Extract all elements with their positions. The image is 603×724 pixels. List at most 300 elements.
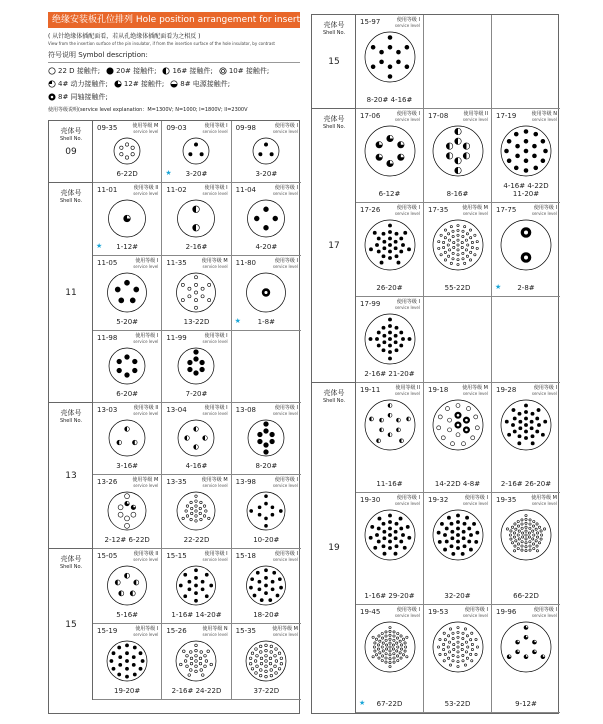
insert-cell-19-11 [356,383,424,493]
insert-cell-19-45 [356,605,424,713]
service-level-en: service level [394,391,420,396]
insert-cell-15-18 [232,549,301,624]
service-level [463,608,488,618]
service-level-text: 使用等级 I [204,185,228,191]
service-level [463,112,488,122]
service-level [273,186,298,196]
insert-code: 13-98 [235,478,256,486]
insert-code: 09-98 [235,124,256,132]
service-level-en: service level [133,339,159,344]
service-level-text: 使用等级 I [274,477,298,483]
service-level-en: service level [202,483,228,488]
empty-cell [492,15,560,109]
insert-code: 11-35 [166,259,187,267]
contact-count: 1-8# [257,318,275,326]
service-level-en: service level [133,557,159,562]
shell-heading [312,21,356,37]
insert-code: 17-26 [360,206,381,214]
insert-diagram [364,509,416,561]
insert-cell-19-18 [424,383,492,493]
service-level [203,334,228,344]
contact-count: 4-16# 4-22D 11-20# [503,182,549,198]
shell-heading-en: Shell No. [322,30,346,36]
insert-code: 11-01 [97,186,118,194]
title-cn: 绝缘安装板孔位排列 [52,15,134,25]
insert-code: 15-05 [97,552,118,560]
service-level-text: 使用等级 I [396,495,420,501]
star-icon: ★ [96,242,103,250]
insert-cell-13-26 [93,475,162,549]
service-level [203,186,228,196]
insert-code: 09-03 [166,124,187,132]
service-level-en: service level [202,557,228,562]
service-level-en: service level [202,632,228,637]
insert-cell-19-30 [356,493,424,605]
symbol-label: 4# 动力接触件; [58,80,108,88]
service-level-en: service level [462,117,488,122]
contact-count: 8-16# [446,190,469,198]
symbol-item [162,66,212,76]
service-level-text: 使用等级 I [135,258,159,264]
subtitle-en: View from the insertion surface of the pin insulator, if from the insertion surface of the hole insulator, by contrast [48,41,275,46]
insert-diagram [177,347,215,385]
service-level-en: service level [202,264,228,269]
shell-group-19 [312,383,558,713]
empty-cell [424,297,492,383]
insert-diagram [252,137,280,165]
shell-heading [49,189,93,205]
symbol-item [48,79,108,89]
insert-cell-15-35 [232,624,301,700]
insert-cell-15-19 [93,624,162,700]
contact-count: 2-16# [185,243,208,251]
insert-cell-19-32 [424,493,492,605]
insert-cell-09-98 [232,121,301,183]
star-icon: ★ [165,169,172,177]
shell-label [49,549,93,700]
service-level-text: 使用等级 M [201,258,228,264]
service-level-text: 使用等级 I [396,205,420,211]
contact-count: 26-20# [376,284,403,292]
contact-count: 2-16# 26-20# [500,480,552,488]
service-level-text: 使用等级 M [531,495,557,501]
service-level-text: 使用等级 I [396,299,420,305]
insert-code: 17-06 [360,112,381,120]
shell-heading-cn: 壳体号 [60,409,82,417]
insert-code: 19-35 [496,496,517,504]
shell-heading [312,115,356,131]
empty-cell [492,297,560,383]
service-level-text: 使用等级 N [202,626,228,632]
service-level-en: service level [133,191,159,196]
contact-count: 14-22D 4-8# [434,480,481,488]
insert-diagram [176,491,216,531]
insert-diagram [364,313,416,365]
insert-diagram [107,272,148,313]
contact-count: 3-20# [255,170,278,178]
left-table [48,120,300,714]
shell-heading-cn: 壳体号 [323,21,345,29]
insert-code: 15-19 [97,627,118,635]
insert-cell-11-35 [162,256,231,331]
insert-diagram [182,137,210,165]
shell-heading-en: Shell No. [59,136,83,142]
service-level [395,206,420,216]
insert-cell-11-99 [162,331,231,403]
shell-heading-en: Shell No. [322,398,346,404]
insert-diagram [106,640,148,682]
shell-heading-cn: 壳体号 [323,389,345,397]
insert-cell-11-98 [93,331,162,403]
service-level-text: 使用等级 M [132,477,159,483]
service-level-text: 使用等级 I [204,123,228,129]
insert-diagram [364,31,416,83]
shell-label [312,15,356,108]
insert-diagram [245,640,287,682]
insert-diagram [177,419,215,457]
contact-count: 5-20# [116,318,139,326]
shell-heading-cn: 壳体号 [60,555,82,563]
insert-diagram [364,399,416,451]
contact-count: 6-22D [116,170,138,178]
shell-number: 15 [65,619,77,630]
service-level-text: 使用等级 M [201,477,228,483]
service-level-text: 使用等级 I [464,607,488,613]
shell-label [49,403,93,548]
service-level-text: 使用等级 I [274,258,298,264]
contact-count: 13-22D [183,318,210,326]
insert-code: 13-26 [97,478,118,486]
service-level [133,552,158,562]
insert-diagram [246,565,287,606]
shell-number: 13 [65,470,77,481]
service-level-text: 使用等级 I [135,333,159,339]
insert-code: 19-30 [360,496,381,504]
insert-code: 11-80 [235,259,256,267]
service-level [133,406,158,416]
service-level-text: 使用等级 I [204,405,228,411]
service-level [202,627,227,637]
insert-cell-17-99 [356,297,424,383]
shell-heading [49,409,93,425]
service-level-text: 使用等级 M [272,626,298,632]
insert-code: 17-19 [496,112,517,120]
symbol-row [48,92,300,102]
symbol-label: 8# 电源接触件; [180,80,231,88]
contact-count: 8-20# [255,462,278,470]
insert-cell-15-97 [356,15,424,109]
star-icon: ★ [234,317,241,325]
contact-count: 32-20# [444,592,471,600]
insert-code: 19-53 [428,608,449,616]
symbol-item [48,92,108,102]
symbol-heading: 符号说明 Symbol description: [48,50,300,63]
service-level [532,608,557,618]
insert-code: 15-26 [166,627,187,635]
shell-number: 09 [65,146,77,157]
service-level-en: service level [531,211,557,216]
contact-count: 19-20# [114,687,141,695]
insert-cell-15-05 [93,549,162,624]
symbol-item [170,79,230,89]
insert-code: 11-05 [97,259,118,267]
contact-count: 6-12# [378,190,401,198]
insert-code: 19-32 [428,496,449,504]
service-level [272,627,298,637]
symbol-item [48,66,100,76]
service-level [273,124,298,134]
insert-cell-15-26 [162,624,231,700]
service-level-en: service level [462,613,488,618]
service-level [532,386,557,396]
service-level-text: 使用等级 M [462,385,488,391]
service-level-text: 使用等级 N [531,111,557,117]
service-level-text: 使用等级 I [396,607,420,613]
service-level-text: 使用等级 I [533,607,557,613]
insert-diagram [175,640,217,682]
service-level-en: service level [272,264,298,269]
shell-heading [49,555,93,571]
insert-cell-13-04 [162,403,231,475]
insert-diagram [108,347,146,385]
contact-count: 18-20# [253,611,280,619]
insert-diagram [500,219,552,271]
insert-code: 13-08 [235,406,256,414]
service-level-en: service level [202,129,228,134]
shell-group-17 [312,109,558,383]
service-level [133,259,158,269]
service-level-text: 使用等级 II [133,551,159,557]
insert-cell-13-03 [93,403,162,475]
contact-count: 2-16# 21-20# [364,370,415,378]
service-level-en: service level [202,339,228,344]
empty-cell [232,331,301,403]
service-level-en: service level [272,191,298,196]
insert-diagram [432,621,484,673]
insert-diagram [500,509,552,561]
service-level-en: service level [133,411,159,416]
service-level-text: 使用等级 II [395,385,420,391]
service-level-en: service level [202,191,228,196]
right-table [311,14,559,714]
empty-cell [424,15,492,109]
contact-count: 22-22D [183,536,210,544]
insert-diagram [108,199,147,238]
insert-cell-11-80 [232,256,301,331]
insert-diagram [247,199,286,238]
insert-diagram [364,219,416,271]
service-level-text: 使用等级 I [204,333,228,339]
insert-diagram [113,137,141,165]
insert-code: 19-28 [496,386,517,394]
service-level-text: 使用等级 I [396,17,420,23]
service-level-en: service level [394,117,420,122]
shell-group-09 [49,121,299,183]
split-circle-icon [170,80,178,88]
service-level-text: 使用等级 I [204,551,228,557]
service-level [395,608,420,618]
contact-count: 3-20# [185,170,208,178]
shell-heading [312,389,356,405]
shell-label [312,109,356,382]
contact-count: 1-16# 14-20# [171,611,222,619]
insert-cell-17-35 [424,203,492,297]
shell-number: 15 [328,56,340,67]
shell-group-13 [49,403,299,549]
hollow-circle-icon [48,67,56,75]
insert-cell-11-01 [93,183,162,256]
shell-number: 19 [328,543,340,553]
service-level-en: service level [531,391,557,396]
shell-heading-cn: 壳体号 [323,115,345,123]
service-level-text: 使用等级 I [533,205,557,211]
shell-heading [49,127,93,143]
service-level-en: service level [272,129,298,134]
service-level-text: 使用等级 I [274,123,298,129]
service-level-text: 使用等级 I [274,551,298,557]
insert-diagram [246,272,287,313]
shell-heading-en: Shell No. [59,198,83,204]
title-en: Hole position arrangement for insert [135,15,300,25]
insert-diagram [108,419,146,457]
service-level-en: service level [462,211,488,216]
service-level [203,406,228,416]
service-level [273,259,298,269]
contact-count: 9-12# [515,700,537,708]
insert-code: 13-03 [97,406,118,414]
insert-code: 13-35 [166,478,187,486]
contact-count: 2-12# 6-22D [104,536,150,544]
service-level [203,124,228,134]
service-level [462,206,488,216]
service-level-en: service level [531,501,557,506]
insert-code: 17-75 [496,206,517,214]
shell-heading-en: Shell No. [59,418,83,424]
coax-circle-icon [48,93,56,101]
insert-diagram [432,509,484,561]
service-level-en: service level [133,632,159,637]
insert-cell-09-03 [162,121,231,183]
insert-cell-17-19 [492,109,560,203]
insert-code: 19-18 [428,386,449,394]
subtitle: ( 从针绝缘体插配面看，若从孔绝缘体插配面看为之相反 ) [48,33,201,40]
insert-cell-17-08 [424,109,492,203]
shell-number: 11 [65,287,77,298]
insert-diagram [176,272,217,313]
service-level [531,496,557,506]
shell-group-15 [49,549,299,700]
insert-cell-13-98 [232,475,301,549]
symbol-row [48,66,300,76]
service-level-text: 使用等级 I [135,626,159,632]
shell-label [49,121,93,182]
shell-heading-cn: 壳体号 [60,189,82,197]
service-level [395,18,420,28]
symbol-label: 20# 接触件; [116,67,157,75]
symbol-row [48,79,300,89]
star-icon: ★ [359,699,366,707]
contact-count: 6-20# [116,390,139,398]
insert-code: 15-15 [166,552,187,560]
contact-count: 1-16# 29-20# [364,592,415,600]
shell-heading-en: Shell No. [322,124,346,130]
three-quarter-circle-icon [114,80,122,88]
service-level [273,552,298,562]
service-level-text: 使用等级 II [133,185,159,191]
service-level [202,478,228,488]
insert-diagram [107,491,147,531]
insert-code: 13-04 [166,406,187,414]
contact-count: 66-22D [513,592,539,600]
service-level-en: service level [272,632,298,637]
contact-count: 37-22D [253,687,280,695]
quarter-circle-icon [48,80,56,88]
insert-cell-17-75 [492,203,560,297]
contact-count: 5-16# [116,611,139,619]
insert-diagram [247,419,285,457]
contact-count: 4-20# [255,243,278,251]
insert-cell-13-35 [162,475,231,549]
service-level-en: service level [394,501,420,506]
service-level [395,300,420,310]
service-level [395,386,420,396]
shell-label [312,383,356,713]
symbol-label: 16# 接触件; [172,67,213,75]
service-level-en: service level [133,264,159,269]
contact-count: 55-22D [444,284,471,292]
service-level-text: 使用等级 M [462,205,488,211]
service-level-en: service level [272,483,298,488]
filled-circle-icon [106,67,114,75]
insert-diagram [432,219,484,271]
symbol-item [219,66,269,76]
service-level [132,124,158,134]
service-level [532,112,557,122]
shell-heading-en: Shell No. [59,564,83,570]
service-level [133,627,158,637]
service-level-en: service level [394,211,420,216]
insert-diagram [432,125,484,177]
contact-count: 10-20# [253,536,280,544]
service-level-en: service level [462,391,488,396]
service-note: 使用等级说明(service level explanation：M=1300V; N=1000; I=1800V; II=2300V [48,107,248,113]
insert-code: 17-99 [360,300,381,308]
insert-code: 11-04 [235,186,256,194]
header [48,12,300,113]
insert-code: 11-98 [97,334,118,342]
service-level-en: service level [133,483,159,488]
service-level-en: service level [394,305,420,310]
insert-code: 19-96 [496,608,517,616]
service-level [532,206,557,216]
insert-cell-17-26 [356,203,424,297]
ring-circle-icon [219,67,227,75]
shell-group-15 [312,15,558,109]
contact-count: 8-20# 4-16# [366,96,413,104]
service-level [202,259,228,269]
insert-cell-11-04 [232,183,301,256]
service-level-en: service level [272,557,298,562]
service-level [133,334,158,344]
shell-number: 17 [328,240,340,251]
contact-count: 7-20# [185,390,208,398]
service-level [462,386,488,396]
service-level-text: 使用等级 II [133,405,159,411]
insert-cell-19-53 [424,605,492,713]
insert-diagram [364,621,416,673]
insert-code: 17-08 [428,112,449,120]
service-level [133,186,158,196]
